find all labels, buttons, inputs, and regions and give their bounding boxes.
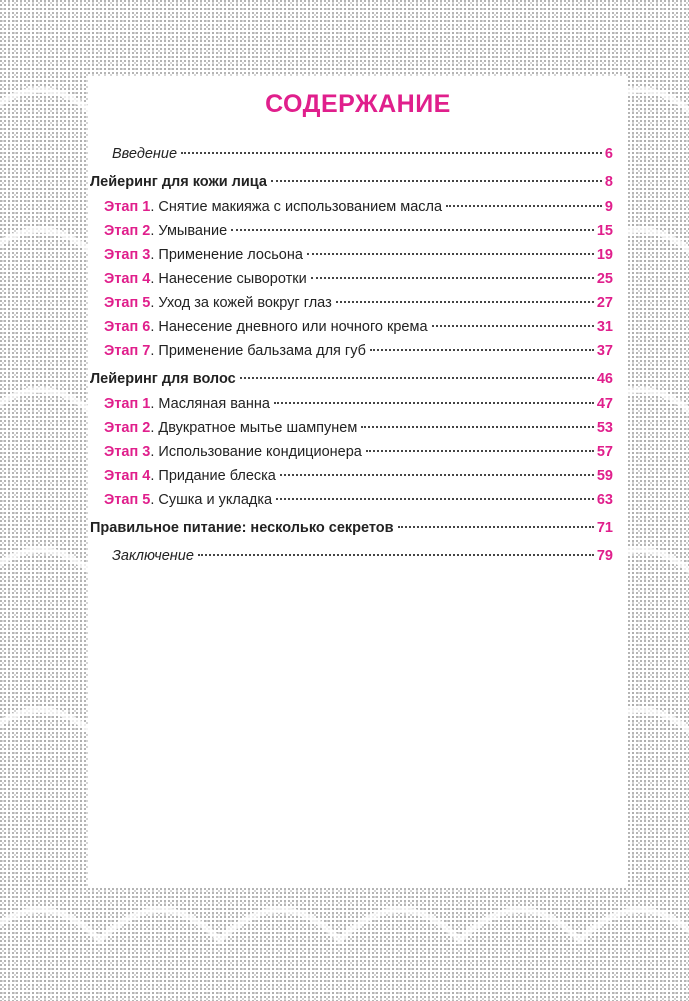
toc-entry-face-step-4[interactable] xyxy=(104,269,613,289)
toc-section-label: Лейеринг для кожи лица xyxy=(90,174,267,190)
step-label: Этап 6 xyxy=(104,319,151,335)
toc-entry-label: Заключение xyxy=(112,548,194,564)
toc-page-number: 31 xyxy=(596,319,613,335)
toc-section-label: Правильное питание: несколько секретов xyxy=(90,520,394,536)
dot-leader xyxy=(311,277,594,279)
toc-entry-label: . Сушка и укладка xyxy=(150,492,273,508)
toc-section-label: Лейеринг для волос xyxy=(90,371,236,387)
toc-entry-face-step-6[interactable] xyxy=(104,317,613,337)
step-label: Этап 5 xyxy=(104,492,151,508)
page-title: СОДЕРЖАНИЕ xyxy=(265,90,451,118)
step-label: Этап 2 xyxy=(104,420,151,436)
toc-entry-intro[interactable] xyxy=(112,144,613,164)
dot-leader xyxy=(231,229,594,231)
toc-entry-label: Введение xyxy=(112,146,178,162)
step-label: Этап 3 xyxy=(104,444,151,460)
toc-page-number: 27 xyxy=(596,295,613,311)
toc-entry-hair-step-1[interactable] xyxy=(104,394,613,414)
toc-section-nutrition[interactable] xyxy=(90,518,613,538)
toc-entry-face-step-3[interactable] xyxy=(104,245,613,265)
step-label: Этап 4 xyxy=(104,468,151,484)
toc-entry-label: . Снятие макияжа с использованием масла xyxy=(150,199,443,215)
dot-leader xyxy=(432,325,594,327)
toc-entry-label: . Масляная ванна xyxy=(150,396,270,412)
toc-entry-label: . Умывание xyxy=(150,223,228,239)
dot-leader xyxy=(446,205,602,207)
toc-page-number: 19 xyxy=(596,247,613,263)
dot-leader xyxy=(280,474,594,476)
step-label: Этап 2 xyxy=(104,223,151,239)
dot-leader xyxy=(366,450,594,452)
dot-leader xyxy=(274,402,594,404)
toc-entry-face-step-1[interactable] xyxy=(104,197,613,217)
step-label: Этап 4 xyxy=(104,271,151,287)
toc-page-number: 71 xyxy=(596,520,613,536)
toc-entry-label: . Придание блеска xyxy=(150,468,276,484)
dot-leader xyxy=(336,301,594,303)
dot-leader xyxy=(276,498,594,500)
dot-leader xyxy=(240,377,594,379)
toc-entry-hair-step-3[interactable] xyxy=(104,442,613,462)
contents-page xyxy=(88,76,628,886)
toc-section-hair[interactable] xyxy=(90,369,613,389)
dot-leader xyxy=(361,426,594,428)
toc-entry-conclusion[interactable] xyxy=(112,546,613,566)
toc-page-number: 6 xyxy=(604,146,613,162)
toc-entry-face-step-7[interactable] xyxy=(104,341,613,361)
toc-page-number: 8 xyxy=(604,174,613,190)
toc-entry-hair-step-4[interactable] xyxy=(104,466,613,486)
toc-entry-label: . Уход за кожей вокруг глаз xyxy=(150,295,332,311)
dot-leader xyxy=(198,554,594,556)
toc-entry-label: . Применение бальзама для губ xyxy=(150,343,366,359)
toc-entry-label: . Двукратное мытье шампунем xyxy=(150,420,358,436)
toc-page-number: 59 xyxy=(596,468,613,484)
toc-page-number: 9 xyxy=(604,199,613,215)
step-label: Этап 1 xyxy=(104,199,151,215)
dot-leader xyxy=(307,253,594,255)
step-label: Этап 3 xyxy=(104,247,151,263)
toc-entry-hair-step-2[interactable] xyxy=(104,418,613,438)
toc-page-number: 15 xyxy=(596,223,613,239)
step-label: Этап 1 xyxy=(104,396,151,412)
step-label: Этап 5 xyxy=(104,295,151,311)
toc-page-number: 63 xyxy=(596,492,613,508)
toc-entry-face-step-2[interactable] xyxy=(104,221,613,241)
toc-page-number: 57 xyxy=(596,444,613,460)
toc-entry-label: . Использование кондиционера xyxy=(150,444,362,460)
toc-entry-hair-step-5[interactable] xyxy=(104,490,613,510)
toc-entry-label: . Нанесение сыворотки xyxy=(150,271,307,287)
step-label: Этап 7 xyxy=(104,343,151,359)
dot-leader xyxy=(271,180,602,182)
toc-page-number: 25 xyxy=(596,271,613,287)
toc-page-number: 46 xyxy=(596,371,613,387)
toc-page-number: 79 xyxy=(596,548,613,564)
toc-entry-label: . Применение лосьона xyxy=(150,247,303,263)
toc-entry-label: . Нанесение дневного или ночного крема xyxy=(150,319,428,335)
dot-leader xyxy=(181,152,602,154)
toc-entry-face-step-5[interactable] xyxy=(104,293,613,313)
toc-section-face[interactable] xyxy=(90,172,613,192)
toc-page-number: 37 xyxy=(596,343,613,359)
dot-leader xyxy=(370,349,594,351)
dot-leader xyxy=(398,526,594,528)
toc-page-number: 53 xyxy=(596,420,613,436)
toc-page-number: 47 xyxy=(596,396,613,412)
